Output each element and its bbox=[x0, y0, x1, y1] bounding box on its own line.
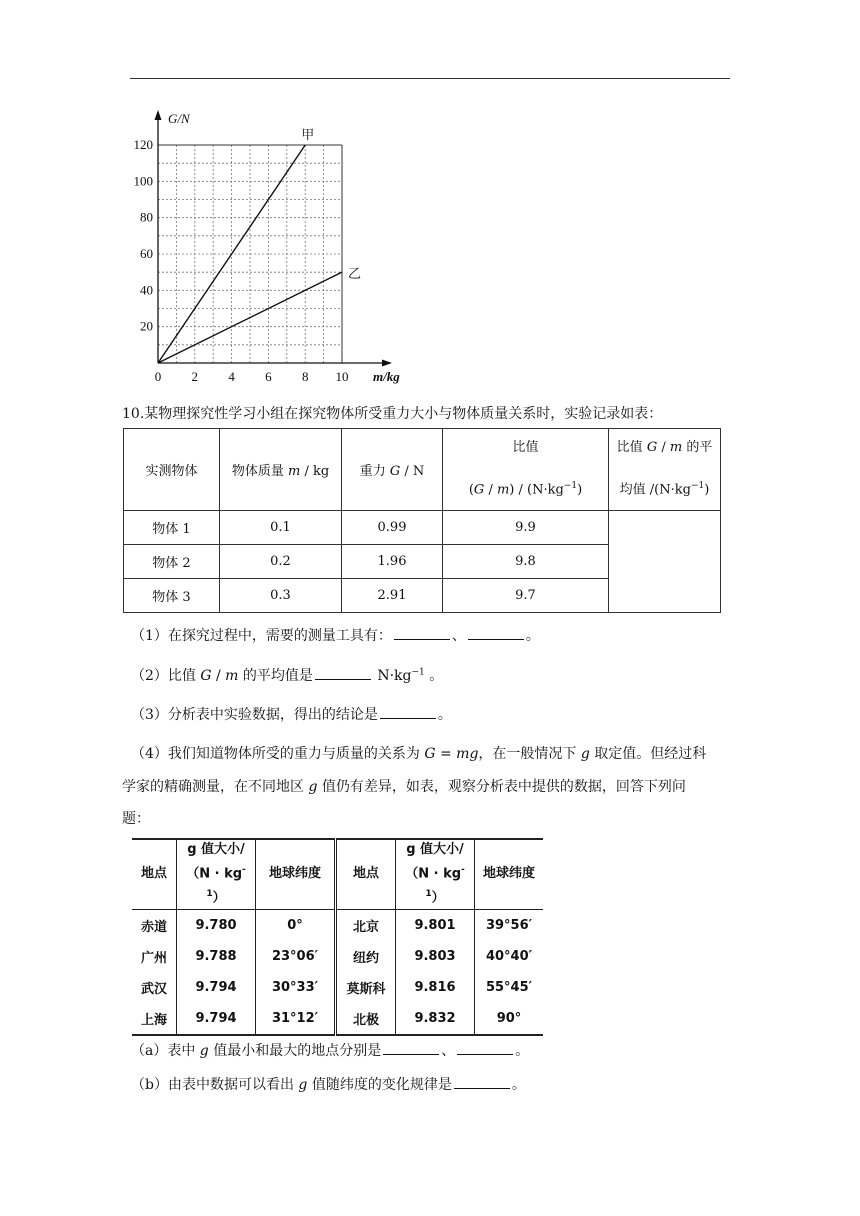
average-blank-cell bbox=[609, 511, 721, 613]
series-label: 乙 bbox=[348, 266, 362, 282]
x-tick-label: 10 bbox=[335, 369, 349, 384]
x-tick-label: 4 bbox=[228, 369, 235, 384]
answer-blank[interactable] bbox=[468, 627, 524, 640]
header-weight: 重力 G / N bbox=[342, 429, 443, 511]
table-row: 物体 2 0.2 1.96 9.8 bbox=[124, 545, 721, 579]
table-row: 赤道 9.780 0° 北京 9.801 39°56′ bbox=[132, 909, 543, 941]
question-1: （1）在探究过程中，需要的测量工具有： 、 。 bbox=[131, 628, 540, 644]
y-tick-label: 100 bbox=[133, 173, 153, 189]
answer-blank[interactable] bbox=[394, 627, 450, 640]
answer-blank[interactable] bbox=[383, 1042, 439, 1055]
table-row: 物体 1 0.1 0.99 9.9 bbox=[124, 511, 721, 545]
question-10-title: 10.某物理探究性学习小组在探究物体所受重力大小与物体质量关系时，实验记录如表： bbox=[122, 406, 663, 422]
x-tick-label: 6 bbox=[265, 369, 272, 384]
experiment-table bbox=[123, 428, 721, 613]
y-axis-label: G/N bbox=[168, 111, 190, 126]
y-tick-label: 20 bbox=[140, 318, 153, 334]
header-rule bbox=[130, 78, 730, 79]
header-object: 实测物体 bbox=[124, 429, 220, 511]
g-value-table bbox=[132, 838, 543, 1036]
y-tick-label: 80 bbox=[140, 209, 153, 225]
header-ratio: 比值 $(G / m) / (N\cdot kg^{-1})$ bbox=[443, 429, 609, 511]
question-2: （2）比值 G / m 的平均值是 $N\cdot kg^{-1}$ 。 bbox=[131, 667, 444, 684]
question-4-line-2: 学家的精确测量，在不同地区 g 值仍有差异，如表，观察分析表中提供的数据，回答下列问 bbox=[122, 779, 686, 795]
table-header-row bbox=[124, 429, 721, 511]
y-tick-label: 40 bbox=[140, 282, 153, 298]
y-tick-label: 120 bbox=[133, 137, 153, 152]
table-row: 广州 9.788 23°06′ 纽约 9.803 40°40′ bbox=[132, 941, 543, 972]
g-m-chart bbox=[120, 108, 420, 394]
y-axis-arrow bbox=[155, 110, 162, 120]
chart-svg bbox=[120, 108, 420, 390]
x-axis-label: m/kg bbox=[373, 369, 400, 384]
question-4-line-3: 题： bbox=[122, 811, 150, 827]
x-tick-label: 0 bbox=[154, 369, 162, 384]
table-row: 武汉 9.794 30°33′ 莫斯科 9.816 55°45′ bbox=[132, 972, 543, 1003]
y-tick-label: 60 bbox=[140, 246, 153, 261]
x-tick-label: 2 bbox=[191, 369, 199, 384]
answer-blank[interactable] bbox=[457, 1042, 513, 1055]
series-label: 甲 bbox=[301, 127, 315, 142]
g-table-header: 地点 g 值大小/ $(N \cdot kg^{-1})$ 地球纬度 地点 g 值大小/ $(N \cdot kg^{-1})$ 地球纬度 bbox=[132, 839, 543, 909]
table-row: 上海 9.794 31°12′ 北极 9.832 90° bbox=[132, 1003, 543, 1035]
question-a: （a）表中 g 值最小和最大的地点分别是 、 。 bbox=[131, 1043, 530, 1059]
question-4-line-1: （4）我们知道物体所受的重力与质量的关系为 G = mg，在一般情况下 g 取定值。但经过科 bbox=[131, 746, 707, 762]
header-average: 比值 G / m 的平 均值 $/(N\cdot kg^{-1})$ bbox=[609, 429, 721, 511]
answer-blank[interactable] bbox=[454, 1076, 510, 1089]
header-mass: 物体质量 m / kg bbox=[220, 429, 342, 511]
table-row: 物体 3 0.3 2.91 9.7 bbox=[124, 579, 721, 613]
x-axis-arrow bbox=[382, 360, 392, 367]
answer-blank[interactable] bbox=[315, 667, 371, 680]
x-tick-label: 8 bbox=[301, 369, 309, 384]
question-3: （3）分析表中实验数据，得出的结论是 。 bbox=[131, 707, 452, 723]
answer-blank[interactable] bbox=[380, 706, 436, 719]
question-b: （b）由表中数据可以看出 g 值随纬度的变化规律是 。 bbox=[131, 1077, 526, 1093]
